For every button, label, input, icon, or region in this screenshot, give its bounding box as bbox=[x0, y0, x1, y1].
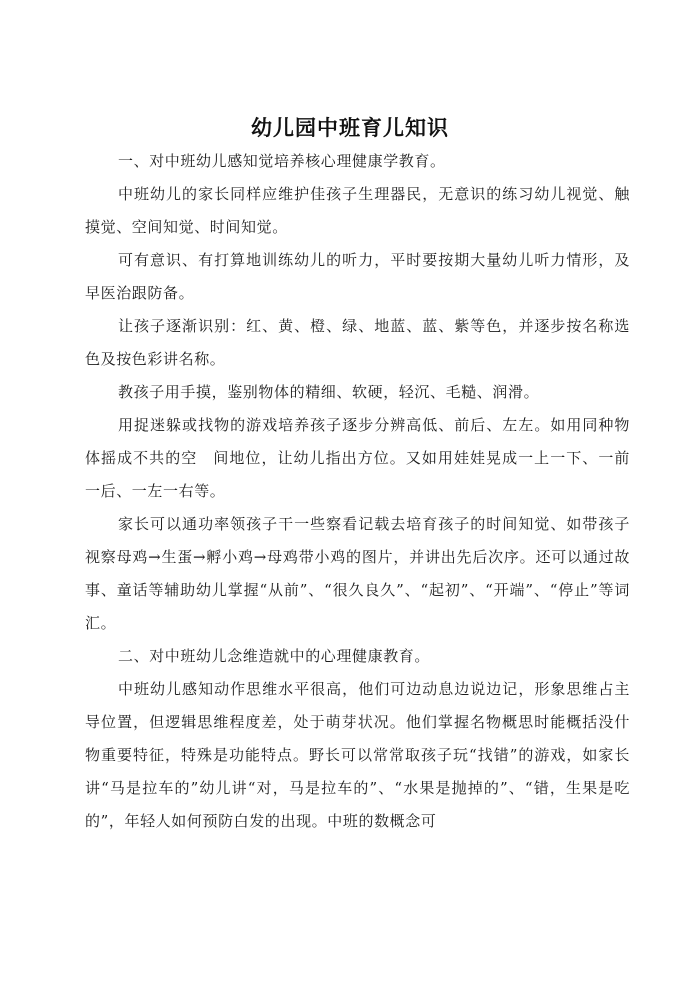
paragraph-1: 一、对中班幼儿感知觉培养核心理健康学教育。 bbox=[118, 152, 446, 170]
paragraph-7: 家长可以通功率领孩子干一些察看记载去培育孩子的时间知觉、如带孩子视察母鸡→生蛋→孵小鸡→母鸡带小鸡的图片，并讲出先后次序。还可以通过故事、童话等辅助幼儿掌握“从前”、“很久良久”、“起初”、“开端”、“停止”等词汇。 bbox=[85, 515, 630, 632]
paragraph-5: 教孩子用手摸，鉴别物体的精细、软硬，轻沉、毛糙、润滑。 bbox=[118, 383, 540, 401]
paragraph-4: 让孩子逐渐识别：红、黄、橙、绿、地蓝、蓝、紫等色，并逐步按名称选色及按色彩讲名称。 bbox=[85, 317, 630, 368]
paragraph-9: 中班幼儿感知动作思维水平很高，他们可边动息边说边记，形象思维占主导位置，但逻辑思维程度差，处于萌芽状况。他们掌握名物概思时能概括没什物重要特征，特殊是功能特点。野长可以常常取孩子玩“找错”的游戏，如家长讲“马是拉车的”幼儿讲“对，马是拉车的”、“水果是抛掉的”、“错，生果是吃的”，年轻人如何预防白发的出现。中班的数概念可 bbox=[85, 680, 630, 830]
paragraph-6: 用捉迷躲或找物的游戏培养孩子逐步分辨高低、前后、左左。如用同种物体摇成不共的空 间地位，让幼儿指出方位。又如用娃娃晃成一上一下、一前一后、一左一右等。 bbox=[85, 416, 630, 500]
document-body bbox=[85, 145, 630, 838]
document-title: 幼儿园中班育儿知识 bbox=[251, 116, 449, 141]
paragraph-2: 中班幼儿的家长同样应维护佳孩子生理器民，无意识的练习幼儿视觉、触摸觉、空间知觉、时间知觉。 bbox=[85, 185, 630, 236]
paragraph-8: 二、对中班幼儿念维造就中的心理健康教育。 bbox=[118, 647, 431, 665]
paragraph-3: 可有意识、有打算地训练幼儿的听力，平时要按期大量幼儿听力情形，及早医治跟防备。 bbox=[85, 251, 630, 302]
